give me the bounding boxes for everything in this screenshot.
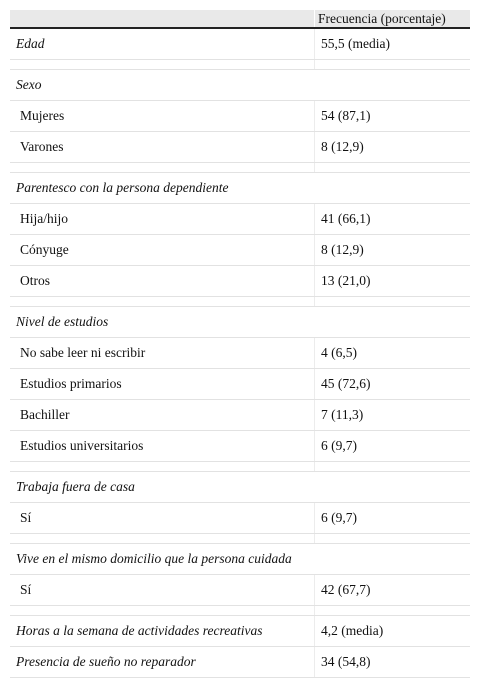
row-label: Hija/hijo bbox=[20, 211, 68, 226]
row-value: 6 (9,7) bbox=[314, 503, 470, 533]
row-value: 45 (72,6) bbox=[314, 369, 470, 399]
section-label: Sexo bbox=[16, 77, 42, 92]
section-row bbox=[10, 70, 470, 101]
table-row bbox=[10, 616, 470, 647]
section-label: Trabaja fuera de casa bbox=[16, 479, 135, 494]
row-value: 55,5 (media) bbox=[314, 29, 470, 59]
row-label: Presencia de sueño no reparador bbox=[16, 654, 196, 669]
spacer-cell bbox=[10, 462, 314, 471]
section-row bbox=[10, 307, 470, 338]
row-label: Estudios primarios bbox=[20, 376, 122, 391]
table-row bbox=[10, 338, 470, 369]
table-row bbox=[10, 575, 470, 606]
section-label: Parentesco con la persona dependiente bbox=[16, 180, 229, 195]
spacer-cell bbox=[10, 297, 314, 306]
row-label: No sabe leer ni escribir bbox=[20, 345, 146, 360]
row-label: Sí bbox=[20, 582, 32, 597]
table-row bbox=[10, 431, 470, 462]
table-row bbox=[10, 503, 470, 534]
section-row bbox=[10, 472, 470, 503]
row-value: 13 (21,0) bbox=[314, 266, 470, 296]
row-label: Estudios universitarios bbox=[20, 438, 144, 453]
row-value: 7 (11,3) bbox=[314, 400, 470, 430]
spacer-row bbox=[10, 297, 470, 307]
header-col1 bbox=[10, 10, 314, 27]
row-value: 54 (87,1) bbox=[314, 101, 470, 131]
spacer-cell bbox=[314, 462, 470, 471]
spacer-cell bbox=[10, 60, 314, 69]
spacer-row bbox=[10, 534, 470, 544]
spacer-cell bbox=[10, 534, 314, 543]
spacer-cell bbox=[314, 297, 470, 306]
section-row bbox=[10, 173, 470, 204]
row-label: Mujeres bbox=[20, 108, 65, 123]
table-header bbox=[10, 10, 470, 29]
header-frequency: Frecuencia (porcentaje) bbox=[314, 10, 470, 27]
row-label: Edad bbox=[16, 36, 45, 51]
spacer-cell bbox=[314, 60, 470, 69]
table-row bbox=[10, 400, 470, 431]
spacer-cell bbox=[314, 534, 470, 543]
table-row bbox=[10, 204, 470, 235]
spacer-cell bbox=[314, 606, 470, 615]
row-value: 6 (9,7) bbox=[314, 431, 470, 461]
spacer-row bbox=[10, 163, 470, 173]
table-row bbox=[10, 647, 470, 678]
table-row bbox=[10, 369, 470, 400]
row-value: 8 (12,9) bbox=[314, 132, 470, 162]
table-body bbox=[10, 29, 470, 678]
section-row bbox=[10, 544, 470, 575]
table-row bbox=[10, 266, 470, 297]
section-label: Vive en el mismo domicilio que la persona cuidada bbox=[16, 551, 292, 566]
row-label: Varones bbox=[20, 139, 64, 154]
row-label: Otros bbox=[20, 273, 50, 288]
row-label: Horas a la semana de actividades recreativas bbox=[16, 623, 263, 638]
spacer-cell bbox=[10, 163, 314, 172]
row-value: 41 (66,1) bbox=[314, 204, 470, 234]
section-label: Nivel de estudios bbox=[16, 314, 109, 329]
row-value: 8 (12,9) bbox=[314, 235, 470, 265]
row-label: Cónyuge bbox=[20, 242, 69, 257]
row-label: Bachiller bbox=[20, 407, 70, 422]
table-row bbox=[10, 235, 470, 266]
spacer-cell bbox=[10, 606, 314, 615]
data-table bbox=[10, 10, 470, 678]
spacer-row bbox=[10, 462, 470, 472]
table-row bbox=[10, 132, 470, 163]
spacer-row bbox=[10, 606, 470, 616]
row-value: 34 (54,8) bbox=[314, 647, 470, 677]
table-row bbox=[10, 101, 470, 132]
spacer-cell bbox=[314, 163, 470, 172]
row-value: 4 (6,5) bbox=[314, 338, 470, 368]
row-value: 42 (67,7) bbox=[314, 575, 470, 605]
table-row bbox=[10, 29, 470, 60]
row-label: Sí bbox=[20, 510, 32, 525]
spacer-row bbox=[10, 60, 470, 70]
row-value: 4,2 (media) bbox=[314, 616, 470, 646]
